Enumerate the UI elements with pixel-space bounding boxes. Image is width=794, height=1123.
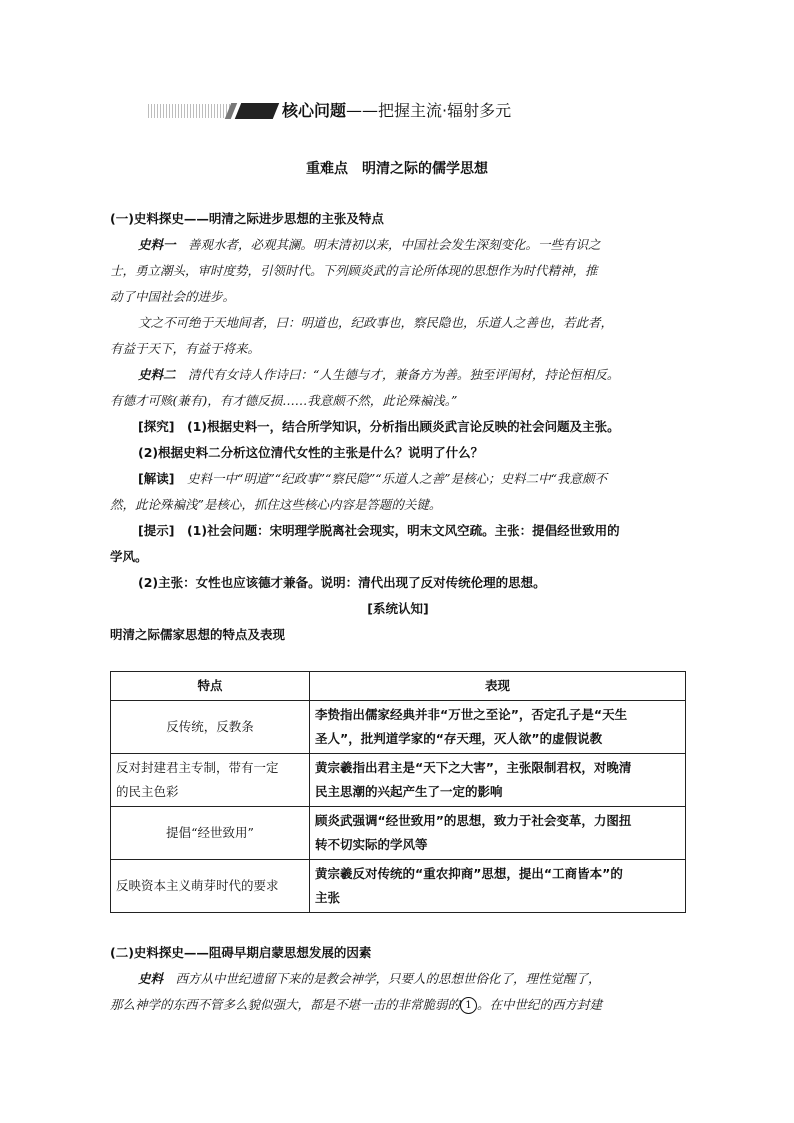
table-cell-detail: 黄宗羲反对传统的“重农抑商”思想，提出“工商皆本”的 主张 [310,860,686,913]
explore-q1: [探究] (1)根据史料一，结合所学知识，分析指出顾炎武言论反映的社会问题及主张。 [138,419,620,434]
material-one-line2: 士，勇立潮头，审时度势，引领时代。下列顾炎武的言论所体现的思想作为时代精神，推 [110,263,598,278]
hint-line3: (2)主张：女性也应该德才兼备。说明：清代出现了反对传统伦理的思想。 [138,575,546,590]
page-heading: 重难点 明清之际的儒学思想 [306,161,488,177]
table-cell-feature: 反传统，反教条 [111,701,310,754]
interpret: [解读] 史料一中“明道”“纪政事”“察民隐”“乐道人之善”是核心；史料二中“我意颇不 [138,471,607,486]
table-header-feature: 特点 [111,672,310,701]
system-label: [系统认知] [367,601,429,616]
section-two-material: 史料 西方从中世纪遗留下来的是教会神学，只要人的思想世俗化了，理性觉醒了， [138,971,601,986]
material-one-line3: 动了中国社会的进步。 [110,289,236,304]
quote-line1: 文之不可绝于天地间者，曰：明道也，纪政事也，察民隐也，乐道人之善也，若此者， [138,315,614,330]
table-row [111,807,686,860]
interpret-line2: 然，此论殊褊浅”是核心，抓住这些核心内容是答题的关键。 [110,497,442,512]
material-two-line2: 有德才可赅(兼有)，有才德反损……我意颇不然，此论殊褊浅。” [110,393,458,408]
section-banner [148,98,668,124]
banner-subtitle: ——把握主流·辐射多元 [346,101,512,120]
footnote-marker: 1 [460,997,477,1014]
table-cell-detail: 李贽指出儒家经典并非“万世之至论”，否定孔子是“天生 圣人”，批判道学家的“存天理，灭人欲”的虚假说教 [310,701,686,754]
hint: [提示] (1)社会问题：宋明理学脱离社会现实，明末文风空疏。主张：提倡经世致用的 [138,523,620,538]
table-cell-feature: 反对封建君主专制，带有一定 的民主色彩 [111,754,310,807]
explore-q2: (2)根据史料二分析这位清代女性的主张是什么？说明了什么？ [138,445,484,460]
table-header-row [111,672,686,701]
material-two: 史料二 清代有女诗人作诗曰：“人生德与才，兼备方为善。独至评闺材，持论恒相反。 [138,367,620,382]
section-two-title: (二)史料探史——阻碍早期启蒙思想发展的因素 [110,945,372,960]
table-cell-detail: 顾炎武强调“经世致用”的思想，致力于社会变革，力图扭 转不切实际的学风等 [310,807,686,860]
banner-title: 核心问题——把握主流·辐射多元 [282,101,512,120]
banner-stripes-decoration [148,104,230,118]
table-row [111,754,686,807]
section-one-title: (一)史料探史——明清之际进步思想的主张及特点 [110,211,384,226]
material-one: 史料一 善观水者，必观其澜。明末清初以来，中国社会发生深刻变化。一些有识之 [138,237,601,252]
table-row [111,860,686,913]
section-two-material-line2: 那么神学的东西不管多么貌似强大，都是不堪一击的非常脆弱的 1 。在中世纪的西方封建 [110,997,603,1012]
features-table [110,671,686,913]
hint-line2: 学风。 [110,549,148,564]
table-cell-feature: 提倡“经世致用” [111,807,310,860]
section-two [110,940,686,1018]
table-caption: 明清之际儒家思想的特点及表现 [110,627,286,642]
quote-line2: 有益于天下，有益于将来。 [110,341,261,356]
table-header-detail: 表现 [310,672,686,701]
table-row [111,701,686,754]
table-cell-detail: 黄宗羲指出君主是“天下之大害”，主张限制君权，对晚清 民主思潮的兴起产生了一定的影响 [310,754,686,807]
table-cell-feature: 反映资本主义萌芽时代的要求 [111,860,310,913]
section-one [110,206,686,648]
banner-block-decoration [235,103,279,119]
